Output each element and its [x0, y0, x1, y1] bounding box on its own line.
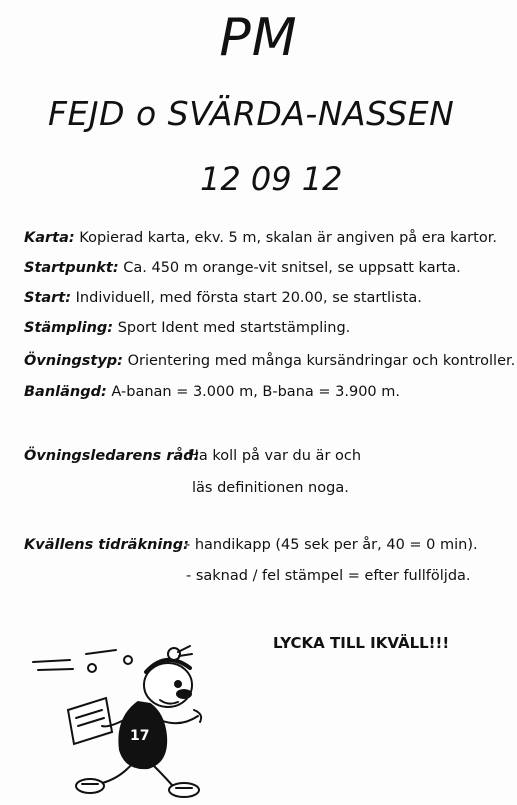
info-row-stampling: [24, 320, 350, 336]
info-label: Övningstyp:: [24, 353, 123, 369]
runner-number: 17: [130, 728, 150, 744]
page-title: PM: [219, 8, 298, 68]
info-row-start: [24, 290, 422, 306]
timing-item: - handikapp (45 sek per år, 40 = 0 min).: [185, 537, 478, 553]
info-label: Banlängd:: [24, 384, 107, 400]
timing-label: Kvällens tidräkning:: [24, 537, 189, 553]
info-value: A-banan = 3.000 m, B-bana = 3.900 m.: [111, 384, 400, 400]
advice-line: läs definitionen noga.: [192, 480, 349, 496]
info-row-karta: [24, 230, 497, 246]
info-value: Sport Ident med startstämpling.: [117, 320, 351, 336]
info-label: Startpunkt:: [24, 260, 119, 276]
info-label: Karta:: [24, 230, 75, 246]
info-row-startpunkt: [24, 260, 461, 276]
event-subtitle: FEJD o SVÄRDA-NASSEN: [48, 94, 455, 133]
info-row-ovningstyp: [24, 353, 515, 369]
info-label: Start:: [24, 290, 72, 306]
good-luck-text: LYCKA TILL IKVÄLL!!!: [273, 634, 450, 652]
info-value: Individuell, med första start 20.00, se startlista.: [75, 290, 422, 306]
timing-item: - saknad / fel stämpel = efter fullföljda.: [186, 568, 471, 584]
info-row-banlangd: [24, 384, 400, 400]
event-date: 12 09 12: [200, 160, 343, 198]
info-value: Ca. 450 m orange-vit snitsel, se uppsatt karta.: [123, 260, 461, 276]
advice-line: Ha koll på var du är och: [188, 448, 362, 464]
info-value: Kopierad karta, ekv. 5 m, skalan är angiven på era kartor.: [79, 230, 497, 246]
advice-label: Övningsledarens råd:: [24, 448, 200, 464]
info-label: Stämpling:: [24, 320, 114, 336]
info-value: Orientering med många kursändringar och kontroller.: [127, 353, 516, 369]
orienteering-mascot-illustration: [28, 640, 208, 800]
